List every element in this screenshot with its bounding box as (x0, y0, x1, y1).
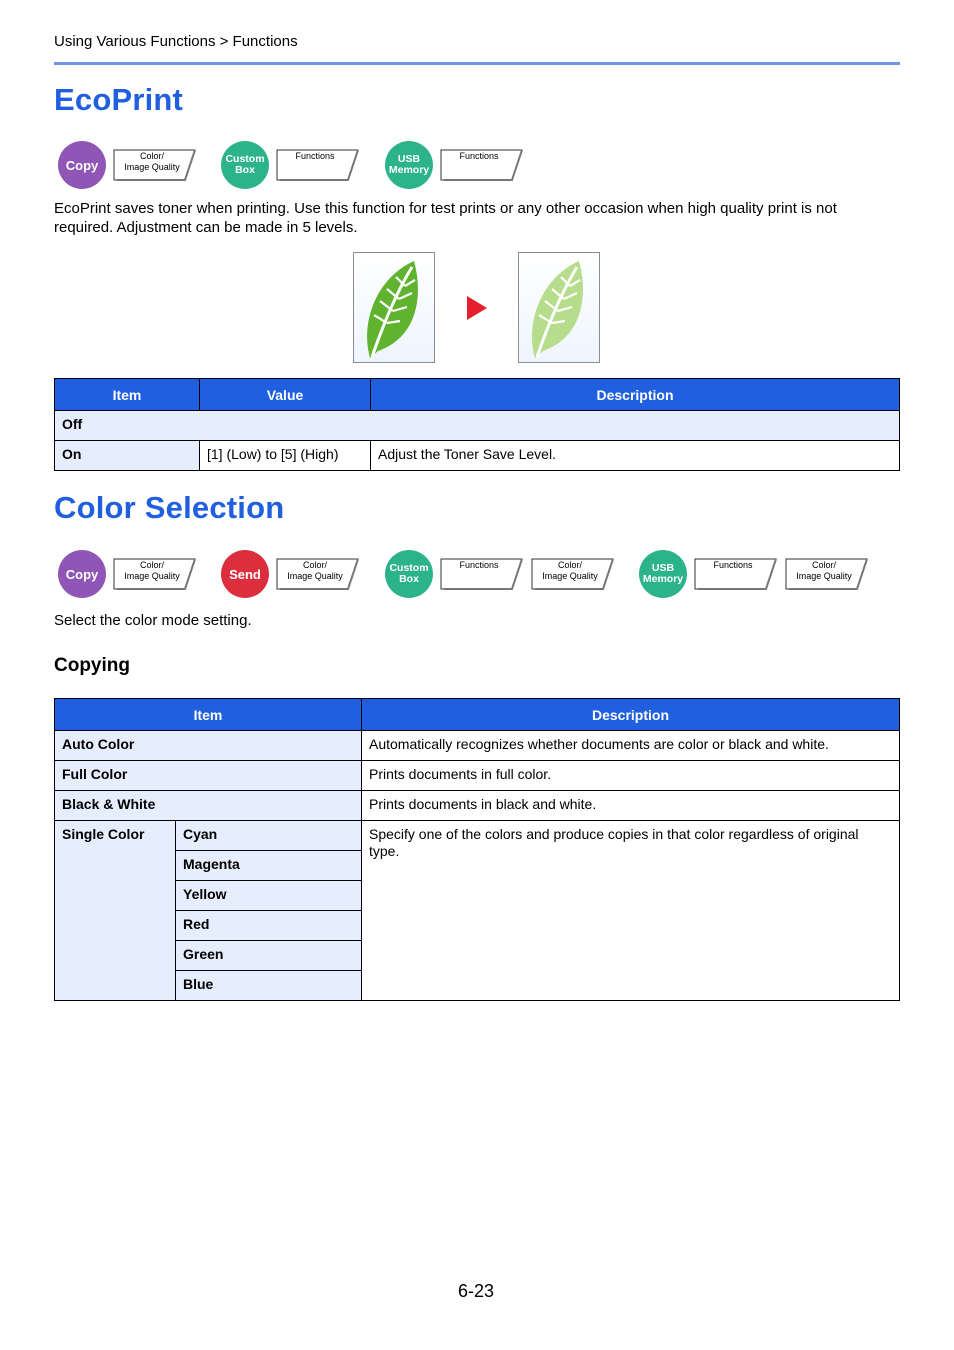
single-color-option: Cyan (176, 821, 362, 851)
header-rule (54, 62, 900, 65)
table-row (55, 761, 900, 791)
subheading-copying: Copying (54, 655, 130, 676)
nav-tab-color-image-quality (113, 149, 197, 181)
table-row (55, 731, 900, 761)
row-description: Prints documents in black and white. (362, 791, 900, 821)
usb-memory-mode-icon: USB Memory (639, 550, 687, 598)
leaf-ecoprint-illustration (518, 252, 600, 363)
ecoprint-table (54, 378, 900, 471)
nav-tab-functions (276, 149, 360, 181)
nav-tab-functions (440, 558, 524, 590)
column-header: Value (200, 379, 371, 411)
tab-label: Color/ Image Quality (796, 560, 852, 581)
table-row (55, 441, 900, 471)
row-item: Black & White (55, 791, 362, 821)
row-item: On (55, 441, 200, 471)
single-color-option: Red (176, 911, 362, 941)
tab-label: Functions (713, 560, 753, 570)
single-color-option: Blue (176, 971, 362, 1001)
tab-label: Functions (459, 560, 499, 570)
send-mode-icon: Send (221, 550, 269, 598)
column-header: Description (362, 699, 900, 731)
breadcrumb: Using Various Functions > Functions (54, 33, 298, 50)
copy-mode-icon: Copy (58, 550, 106, 598)
nav-tab-functions (694, 558, 778, 590)
custom-box-mode-icon: Custom Box (221, 141, 269, 189)
column-header: Description (371, 379, 900, 411)
leaf-light-icon (519, 253, 599, 362)
nav-tab-color-image-quality (276, 558, 360, 590)
row-description: Automatically recognizes whether documents are color or black and white. (362, 731, 900, 761)
table-row (55, 411, 900, 441)
section-title-color-selection: Color Selection (54, 490, 285, 525)
row-description: Prints documents in full color. (362, 761, 900, 791)
usb-memory-mode-icon: USB Memory (385, 141, 433, 189)
table-header-row (55, 379, 900, 411)
row-value: [1] (Low) to [5] (High) (200, 441, 371, 471)
nav-tab-color-image-quality (785, 558, 869, 590)
column-header: Item (55, 379, 200, 411)
tab-label: Functions (459, 151, 499, 161)
single-color-option: Magenta (176, 851, 362, 881)
page-number: 6-23 (458, 1281, 495, 1301)
nav-tab-functions (440, 149, 524, 181)
custom-box-mode-icon: Custom Box (385, 550, 433, 598)
section-title-ecoprint: EcoPrint (54, 82, 184, 117)
nav-tab-color-image-quality (531, 558, 615, 590)
table-row (55, 791, 900, 821)
row-description: Adjust the Toner Save Level. (371, 441, 900, 471)
row-description: Specify one of the colors and produce copies in that color regardless of original type. (362, 821, 900, 1001)
tab-label: Color/ Image Quality (542, 560, 598, 581)
row-item-single-color: Single Color (55, 821, 176, 1001)
ecoprint-description: EcoPrint saves toner when printing. Use this function for test prints or any other occasion when high quality print is not required. Adjustment can be made in 5 levels. (54, 200, 837, 236)
row-item: Auto Color (55, 731, 362, 761)
tab-label: Color/ Image Quality (124, 560, 180, 581)
arrow-right-icon (465, 295, 489, 326)
leaf-dark-icon (354, 253, 434, 362)
column-header: Item (55, 699, 362, 731)
copy-mode-icon: Copy (58, 141, 106, 189)
tab-label: Color/ Image Quality (124, 151, 180, 172)
single-color-option: Green (176, 941, 362, 971)
table-row (55, 821, 900, 851)
single-color-option: Yellow (176, 881, 362, 911)
color-selection-description: Select the color mode setting. (54, 612, 252, 629)
row-item: Off (55, 411, 900, 441)
tab-label: Functions (295, 151, 335, 161)
row-item: Full Color (55, 761, 362, 791)
color-selection-table (54, 698, 900, 1001)
tab-label: Color/ Image Quality (287, 560, 343, 581)
table-header-row (55, 699, 900, 731)
nav-tab-color-image-quality (113, 558, 197, 590)
leaf-normal-illustration (353, 252, 435, 363)
